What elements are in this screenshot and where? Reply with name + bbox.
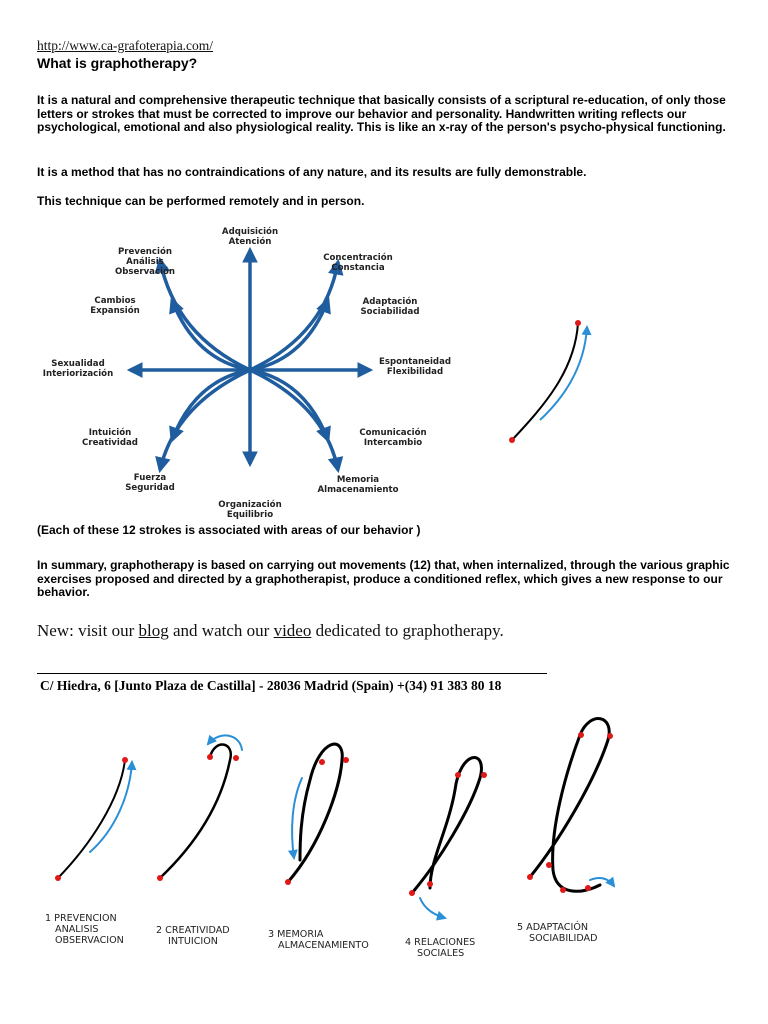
promo-suffix: dedicated to graphotherapy.: [311, 621, 504, 640]
arc-upper-right: [250, 300, 328, 370]
footer-address: C/ Hiedra, 6 [Junto Plaza de Castilla] - 28036 Madrid (Spain) +(34) 91 383 80 18: [40, 678, 502, 693]
stroke-label-3: 3 MEMORIA ALMACENAMIENTO: [268, 929, 369, 951]
stroke-label-1: 1 PREVENCION ANALISIS OBSERVACION: [45, 913, 124, 946]
blog-link[interactable]: blog: [138, 621, 169, 640]
label-memoria: Memoria Almacenamiento: [317, 475, 399, 495]
side-stroke-illustration: [509, 320, 587, 443]
label-prevencion: Prevención Análisis Observación: [114, 247, 176, 277]
arc-lower-left-2: [160, 370, 250, 470]
summary-paragraph: In summary, graphotherapy is based on carrying out movements (12) that, when internalized, through the various graphic exercises proposed and directed by a graphotherapist, produce a conditioned reflex, which gives a new response to our behavior.: [37, 558, 730, 599]
label-fuerza: Fuerza Seguridad: [125, 473, 175, 493]
arc-lower-left: [172, 370, 250, 440]
arc-lower-right-2: [250, 370, 338, 470]
remote-paragraph: This technique can be performed remotely and in person.: [37, 194, 365, 208]
label-concentracion: Concentración Constancia: [323, 253, 393, 273]
intro-paragraph: It is a natural and comprehensive therapeutic technique that basically consists of a scriptural re-education, of only those letters or strokes that must be corrected to improve our behavior and personality. Handwritten writing reflects our psychological, emotional and also physiological reality. This is like an x-ray of the person's psycho-physical functioning.: [37, 93, 726, 134]
video-link[interactable]: video: [273, 621, 312, 640]
label-adquisicion: Adquisición Atención: [221, 227, 279, 247]
label-cambios: Cambios Expansión: [90, 296, 140, 316]
stroke-2-illustration: [157, 735, 242, 881]
label-adaptacion: Adaptación Sociabilidad: [360, 297, 420, 317]
arc-upper-left: [172, 300, 250, 370]
label-intuicion: Intuición Creatividad: [82, 428, 138, 448]
source-url-link[interactable]: http://www.ca-grafoterapia.com/: [37, 38, 214, 53]
promo-line: [37, 621, 504, 641]
stroke-4-illustration: [409, 757, 487, 918]
diagram-caption: (Each of these 12 strokes is associated with areas of our behavior ): [37, 523, 421, 537]
label-espontaneidad: Espontaneidad Flexibilidad: [378, 357, 452, 377]
stroke-3-illustration: [285, 744, 349, 885]
label-organizacion: Organización Equilibrio: [218, 500, 282, 520]
stroke-label-4: 4 RELACIONES SOCIALES: [405, 937, 476, 959]
stroke-1-illustration: [55, 757, 132, 881]
promo-prefix: New: visit our: [37, 621, 139, 640]
arc-upper-right-2: [250, 262, 338, 370]
promo-middle: and watch our: [168, 621, 274, 640]
stroke-5-illustration: [527, 719, 614, 893]
label-comunicacion: Comunicación Intercambio: [359, 428, 427, 448]
page-title: What is graphotherapy?: [37, 55, 198, 71]
label-sexualidad: Sexualidad Interiorización: [42, 359, 114, 379]
stroke-label-2: 2 CREATIVIDAD INTUICION: [156, 925, 230, 947]
divider: [37, 673, 547, 674]
stroke-label-5: 5 ADAPTACIÓN SOCIABILIDAD: [517, 922, 598, 944]
contraindications-paragraph: It is a method that has no contraindications of any nature, and its results are fully demonstrable.: [37, 165, 587, 179]
arc-lower-right: [250, 370, 328, 440]
